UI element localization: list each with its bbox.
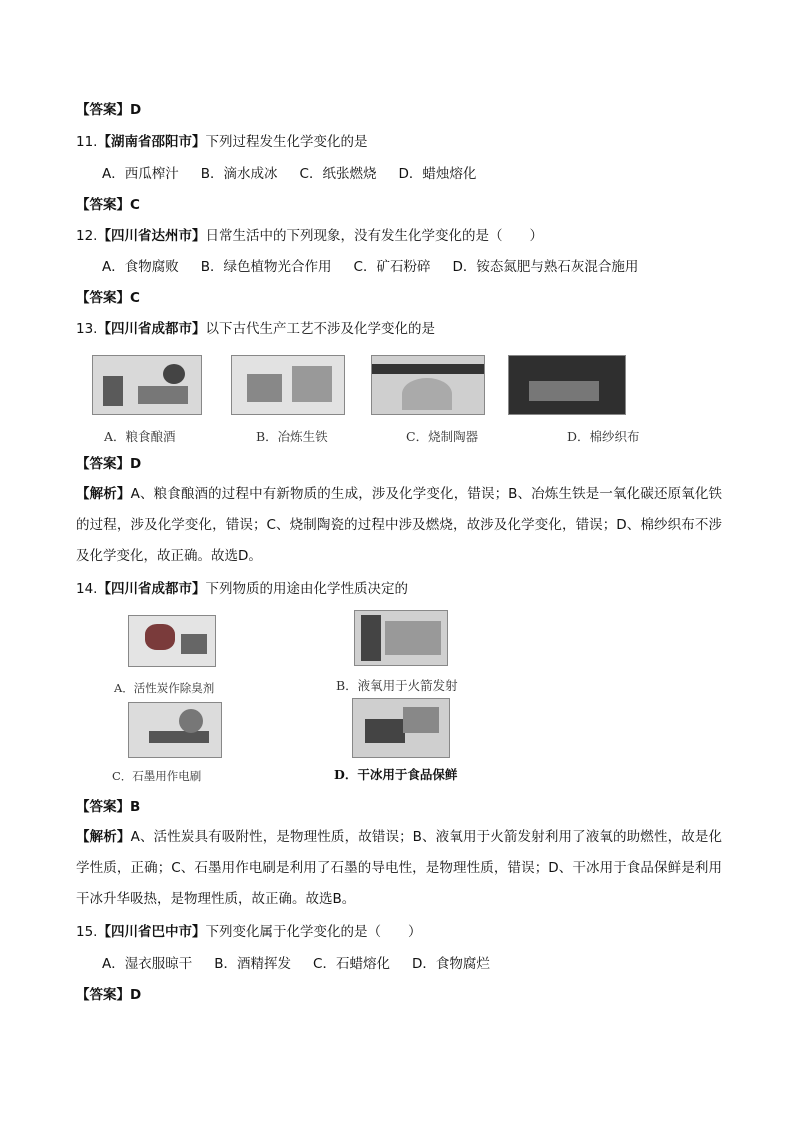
q11-answer: 【答案】C [76, 197, 140, 213]
q15-answer: 【答案】D [76, 987, 142, 1003]
q14-image-a [128, 615, 216, 667]
q13-image-b [231, 355, 345, 415]
q13-image-a [92, 355, 202, 415]
q14-stem [76, 580, 408, 598]
q15-number: 15. [76, 924, 98, 940]
q13-stem [76, 320, 435, 338]
q15-option-b: B．酒精挥发 [214, 956, 292, 972]
q12-option-a: A．食物腐败 [102, 259, 179, 275]
q14-number: 14. [76, 581, 98, 597]
q14-text: 下列物质的用途由化学性质决定的 [205, 581, 408, 597]
q15-text: 下列变化属于化学变化的是（ ） [205, 924, 422, 940]
q11-option-d: D．蜡烛熔化 [398, 166, 477, 182]
q13-image-c [371, 355, 485, 415]
q11-text: 下列过程发生化学变化的是 [205, 134, 368, 150]
q15-options [102, 955, 512, 973]
q14-image-b [354, 610, 448, 666]
q12-number: 12. [76, 228, 98, 244]
q11-source: 【湖南省邵阳市】 [97, 134, 206, 150]
q11-option-a: A．西瓜榨汁 [102, 166, 179, 182]
q12-text: 日常生活中的下列现象，没有发生化学变化的是（ ） [205, 228, 543, 244]
q13-caption-c: C．烧制陶器 [406, 429, 479, 444]
q11-options [102, 165, 498, 183]
q14-image-c [128, 702, 222, 758]
q13-caption-d: D．棉纱织布 [567, 429, 640, 444]
q12-options [102, 258, 660, 276]
q13-caption-a: A．粮食酿酒 [104, 429, 176, 444]
q13-analysis-label: 【解析】 [76, 486, 131, 502]
q15-option-d: D．食物腐烂 [411, 956, 490, 972]
q10-answer: 【答案】D [76, 102, 142, 118]
q14-image-d [352, 698, 450, 758]
q14-caption-b: B．液氧用于火箭发射 [336, 678, 458, 693]
q13-caption-b: B．冶炼生铁 [256, 429, 328, 444]
q12-option-b: B．绿色植物光合作用 [200, 259, 332, 275]
q12-option-c: C．矿石粉碎 [353, 259, 431, 275]
q14-analysis-label: 【解析】 [76, 829, 131, 845]
q15-option-c: C．石蜡熔化 [313, 956, 390, 972]
q13-text: 以下古代生产工艺不涉及化学变化的是 [205, 321, 435, 337]
q15-option-a: A．湿衣服晾干 [102, 956, 193, 972]
q13-analysis-text: A、粮食酿酒的过程中有新物质的生成，涉及化学变化，错误；B、冶炼生铁是一氧化碳还原氧化铁的过程，涉及化学变化，错误；C、烧制陶瓷的过程中涉及燃烧，故涉及化学变化，错误；D、棉纱织布不涉及化学变化，故正确。故选D。 [76, 486, 723, 564]
q12-option-d: D．铵态氮肥与熟石灰混合施用 [452, 259, 639, 275]
q14-caption-a: A．活性炭作除臭剂 [114, 681, 215, 695]
q13-answer: 【答案】D [76, 456, 142, 472]
q13-number: 13. [76, 321, 98, 337]
q14-source: 【四川省成都市】 [97, 581, 206, 597]
q11-number: 11. [76, 134, 98, 150]
q14-caption-c: C．石墨用作电刷 [112, 769, 202, 783]
q11-stem [76, 133, 367, 151]
q13-image-d [508, 355, 626, 415]
q12-source: 【四川省达州市】 [97, 228, 206, 244]
q11-option-b: B．滴水成冰 [200, 166, 278, 182]
q14-answer: 【答案】B [76, 799, 141, 815]
q13-analysis [76, 479, 722, 572]
q15-source: 【四川省巴中市】 [97, 924, 206, 940]
q14-analysis [76, 822, 722, 915]
q15-stem [76, 923, 421, 941]
q12-stem [76, 227, 543, 245]
q14-analysis-text: A、活性炭具有吸附性，是物理性质，故错误；B、液氧用于火箭发射利用了液氧的助燃性，故是化学性质，正确；C、石墨用作电刷是利用了石墨的导电性，是物理性质，错误；D、干冰用于食品保鲜是利用干冰升华吸热，是物理性质，故正确。故选B。 [76, 829, 723, 907]
q11-option-c: C．纸张燃烧 [299, 166, 377, 182]
q14-caption-d: D．干冰用于食品保鲜 [334, 767, 458, 782]
q13-source: 【四川省成都市】 [97, 321, 206, 337]
q12-answer: 【答案】C [76, 290, 140, 306]
